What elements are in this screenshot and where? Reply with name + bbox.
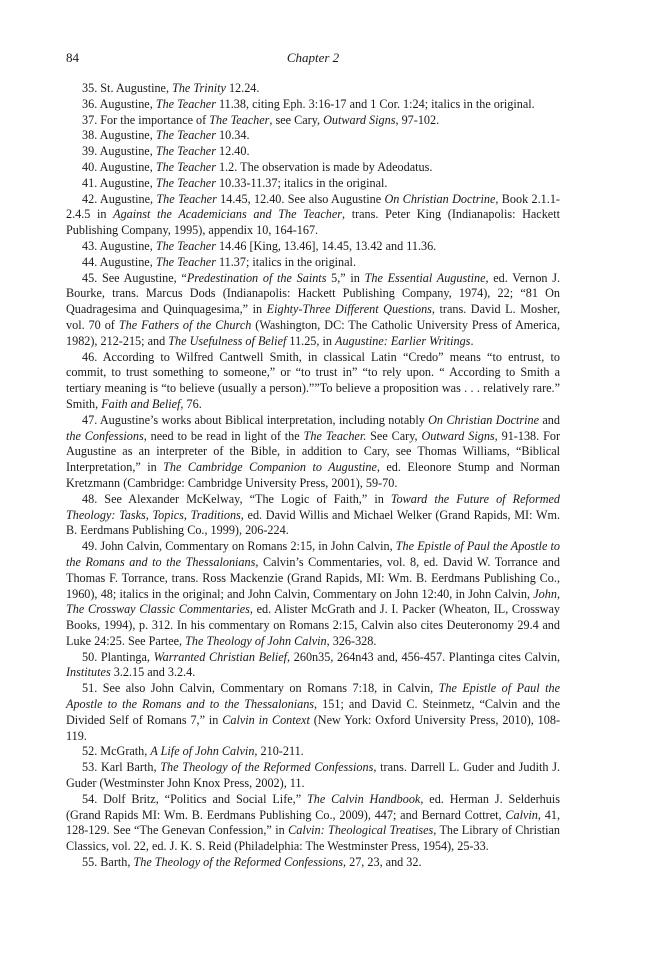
endnote-text: and bbox=[539, 412, 560, 427]
endnote-title: the Confessions, bbox=[66, 428, 147, 443]
endnote-text: 37. For the importance of bbox=[82, 112, 210, 127]
endnote-text: 44. Augustine, bbox=[82, 254, 156, 269]
endnote-title: Calvin in Context bbox=[222, 712, 310, 727]
endnote-title: The Theology of John Calvin bbox=[185, 633, 327, 648]
page-number: 84 bbox=[66, 50, 79, 65]
endnote-text: 36. Augustine, bbox=[82, 96, 156, 111]
endnote-text: , 210-211. bbox=[254, 744, 304, 759]
endnote-title: A Life of John Calvin bbox=[150, 744, 255, 759]
endnote-text: (Washington, DC: The Catholic University Press of America, 1982), 212-215; and bbox=[66, 317, 560, 348]
endnote-title: The Teacher bbox=[155, 238, 216, 253]
endnote-title: The Theology of the Reformed Confessions bbox=[133, 855, 343, 870]
endnote-text: Calvin’s Commentaries, vol. 8, ed. David W. Torrance and Thomas F. Torrance, trans. Ross Mackenzie (Grand Rapids, MI: Wm. B. Eerdmans Publishing Co., 1960), 48; italics in the original; and John Calvin, Commentary on John 12:40, in John Calvin, bbox=[66, 554, 560, 601]
endnote-title: The Teacher bbox=[156, 191, 217, 206]
endnote-text: , 326-328. bbox=[326, 633, 377, 648]
endnote-title: John, The Crossway Classic Commentaries bbox=[66, 586, 560, 617]
endnote-text: 40. Augustine, bbox=[82, 159, 156, 174]
endnote-title: The Calvin Handbook, bbox=[307, 791, 424, 806]
endnote bbox=[66, 176, 560, 192]
endnote bbox=[66, 681, 560, 744]
endnote-title: Eighty-Three Different Questions bbox=[266, 302, 432, 317]
endnote-text: 14.46 [King, 13.46], 14.45, 13.42 and 11.36. bbox=[215, 238, 437, 253]
endnote bbox=[66, 492, 560, 539]
endnote-text: 12.24. bbox=[225, 81, 260, 95]
endnote bbox=[66, 760, 560, 792]
endnote-text: , 76. bbox=[180, 396, 202, 411]
endnote-text: 38. Augustine, bbox=[82, 128, 156, 143]
endnote-title: On Christian Doctrine bbox=[428, 412, 540, 427]
endnote-text: 1.2. The observation is made by Adeodatus. bbox=[215, 159, 433, 174]
endnote-text: 39. Augustine, bbox=[82, 144, 156, 159]
endnote-title: The Teacher bbox=[155, 159, 216, 174]
endnote bbox=[66, 128, 560, 144]
endnote bbox=[66, 192, 560, 239]
endnote-text: 151; and David C. Steinmetz, “Calvin and the Divided Self of Romans 7,” in bbox=[66, 697, 560, 727]
endnote-text: ed. Herman J. Selderhuis (Grand Rapids MI: Wm. B. Eerdmans Publishing Co., 2009), 447; and Bernard Cottret, bbox=[66, 791, 560, 822]
endnote-text: 50. Plantinga, bbox=[82, 649, 154, 664]
endnote-text: 45. See Augustine, “ bbox=[82, 270, 187, 285]
endnote-text: , trans. Peter King (Indianapolis: Hackett Publishing Company, 1995), appendix 10, 164-167. bbox=[66, 207, 560, 238]
endnote-text: , 27, 23, and 32. bbox=[343, 855, 422, 870]
endnote-text: 54. Dolf Britz, “Politics and Social Life,” bbox=[82, 791, 307, 806]
endnote bbox=[66, 239, 560, 255]
endnote bbox=[66, 97, 560, 113]
page-header bbox=[66, 50, 560, 74]
endnote-title: The Teacher bbox=[155, 128, 216, 143]
endnote bbox=[66, 539, 560, 650]
endnote-text: 11.37; italics in the original. bbox=[215, 254, 356, 269]
endnote-text: need to be read in light of the bbox=[146, 428, 304, 443]
endnote-text: 12.40. bbox=[215, 144, 250, 159]
endnote-title: The Usefulness of Belief bbox=[168, 333, 287, 348]
endnote bbox=[66, 650, 560, 682]
endnote-text: 49. John Calvin, Commentary on Romans 2:15, in John Calvin, bbox=[82, 539, 396, 554]
endnote-title: Institutes bbox=[66, 665, 111, 680]
endnote-text: 53. Karl Barth, bbox=[82, 760, 161, 775]
endnote-title: The Trinity bbox=[172, 81, 226, 95]
endnote-title: The Teacher bbox=[209, 112, 270, 127]
endnote bbox=[66, 81, 560, 97]
endnote bbox=[66, 255, 560, 271]
running-head: Chapter 2 bbox=[286, 50, 340, 65]
endnote-text: , ed. Alister McGrath and J. I. Packer (Wheaton, IL, Crossway Books, 1994), p. 312. In his commentary on Romans 2:15, Calvin also cites Deuteronomy 29.4 and Luke 24:25. See Partee, bbox=[66, 602, 560, 648]
endnote-title: Predestination of the Saints bbox=[186, 270, 327, 285]
endnote-title: The Epistle of Paul the Apostle to the Romans and to the Thessalonians, bbox=[66, 681, 560, 712]
endnote-text: ed. Vernon J. Bourke, trans. Marcus Dods (Indianapolis: Hackett Publishing Company, 1974), 22; “81 On Quadragesima and Quinquagesima,” in bbox=[66, 270, 560, 317]
endnote bbox=[66, 792, 560, 855]
endnote-text: , The Library of Christian Classics, vol. 22, ed. J. K. S. Reid (Philadelphia: The Westminster Press, 1954), 25-33. bbox=[66, 823, 560, 854]
endnote-title: Calvin: Theological Treatises bbox=[288, 823, 434, 838]
endnote-text: 10.34. bbox=[215, 128, 250, 143]
endnote bbox=[66, 855, 560, 871]
endnote-title: Calvin bbox=[505, 807, 538, 822]
book-page bbox=[66, 50, 560, 871]
endnote-title: Against the Academicians and The Teacher bbox=[113, 207, 342, 222]
endnote-text: 51. See also John Calvin, Commentary on Romans 7:18, in Calvin, bbox=[82, 681, 439, 696]
endnote-text: 55. Barth, bbox=[82, 855, 134, 870]
endnote-title: Outward Signs bbox=[421, 428, 495, 443]
endnote bbox=[66, 144, 560, 160]
endnote-title: Toward the Future of Reformed Theology: Tasks, Topics, Traditions bbox=[66, 491, 561, 522]
endnote-text: 260n35, 264n43 and, 456-457. Plantinga cites Calvin, bbox=[290, 649, 560, 664]
endnote-text: , 41, 128-129. See “The Genevan Confession,” in bbox=[66, 807, 560, 838]
endnote-text: , ed. David Willis and Michael Welker (Grand Rapids, MI: Wm. B. Eerdmans Publishing Co., 1999), 206-224. bbox=[66, 507, 560, 538]
endnote bbox=[66, 413, 560, 492]
endnote-title: The Cambridge Companion to Augustine bbox=[163, 460, 377, 475]
endnote-text: 41. Augustine, bbox=[82, 175, 156, 190]
endnote-title: The Teacher bbox=[155, 254, 216, 269]
endnote-title: The Teacher bbox=[155, 144, 216, 159]
endnote-text: , trans. Darrell L. Guder and Judith J. Guder (Westminster John Knox Press, 2002), 11. bbox=[66, 760, 560, 791]
endnote-title: Outward Signs bbox=[323, 112, 396, 127]
endnote-title: Augustine: Earlier Writings bbox=[335, 333, 471, 348]
endnote-title: The Teacher bbox=[155, 175, 216, 190]
endnote-text: 35. St. Augustine, bbox=[82, 81, 173, 95]
endnote-text: 10.33-11.37; italics in the original. bbox=[215, 175, 388, 190]
endnote-text: , 97-102. bbox=[395, 112, 440, 127]
endnote-text: , trans. David L. Mosher, vol. 70 of bbox=[66, 302, 560, 332]
endnote-title: The Epistle of Paul the Apostle to the Romans and to the Thessalonians, bbox=[66, 539, 560, 569]
endnote-text: , ed. Eleonore Stump and Norman Kretzmann (Cambridge: Cambridge University Press, 2001), 59-70. bbox=[66, 460, 561, 490]
endnote-text: , see Cary, bbox=[269, 112, 324, 127]
endnote-title: The Fathers of the Church bbox=[118, 317, 252, 332]
endnote-text: . bbox=[470, 333, 474, 348]
endnote-title: The Teacher bbox=[155, 96, 216, 111]
endnote-text: 52. McGrath, bbox=[82, 744, 151, 759]
endnote-title: The Essential Augustine, bbox=[364, 270, 489, 285]
endnote-text: See Cary, bbox=[366, 428, 422, 443]
endnote-text: 14.45, 12.40. See also Augustine bbox=[216, 191, 385, 206]
endnote-text: 48. See Alexander McKelway, “The Logic of Faith,” in bbox=[82, 491, 391, 506]
endnote-text: 11.25, in bbox=[286, 333, 336, 348]
endnote-title: On Christian Doctrine, bbox=[384, 191, 499, 206]
endnote-text: 3.2.15 and 3.2.4. bbox=[110, 665, 196, 680]
endnote-text: 43. Augustine, bbox=[82, 238, 156, 253]
endnote-text: (New York: Oxford University Press, 2010), 108-119. bbox=[66, 712, 560, 743]
endnote-text: 46. According to Wilfred Cantwell Smith, in classical Latin “Credo” means “to entrust, to commit, to trust something to someone,” or “to trust in” “to rely upon. “ According to Smith a tertiary meaning is “to believe (usually a person).””To believe a proposition was . . . relatively rare.” Smith, bbox=[66, 349, 560, 411]
endnotes-list bbox=[66, 81, 560, 871]
endnote-title: The Teacher. bbox=[303, 428, 367, 443]
endnote bbox=[66, 113, 560, 129]
endnote-text: 42. Augustine, bbox=[82, 191, 157, 206]
endnote-text: Book 2.1.1-2.4.5 in bbox=[66, 191, 560, 222]
endnote-title: Warranted Christian Belief, bbox=[153, 649, 291, 664]
endnote bbox=[66, 271, 560, 350]
endnote bbox=[66, 160, 560, 176]
endnote bbox=[66, 744, 560, 760]
endnote bbox=[66, 350, 560, 413]
endnote-text: 11.38, citing Eph. 3:16-17 and 1 Cor. 1:24; italics in the original. bbox=[215, 96, 535, 111]
endnote-title: Faith and Belief bbox=[101, 396, 181, 411]
endnote-text: 47. Augustine’s works about Biblical interpretation, including notably bbox=[82, 412, 429, 427]
endnote-text: 5,” in bbox=[326, 270, 365, 285]
endnote-text: , 91-138. For Augustine as an interpreter of the Bible, in addition to Cary, see Thomas Williams, “Biblical Interpretation,” in bbox=[66, 428, 560, 475]
endnote-title: The Theology of the Reformed Confessions bbox=[160, 760, 374, 775]
